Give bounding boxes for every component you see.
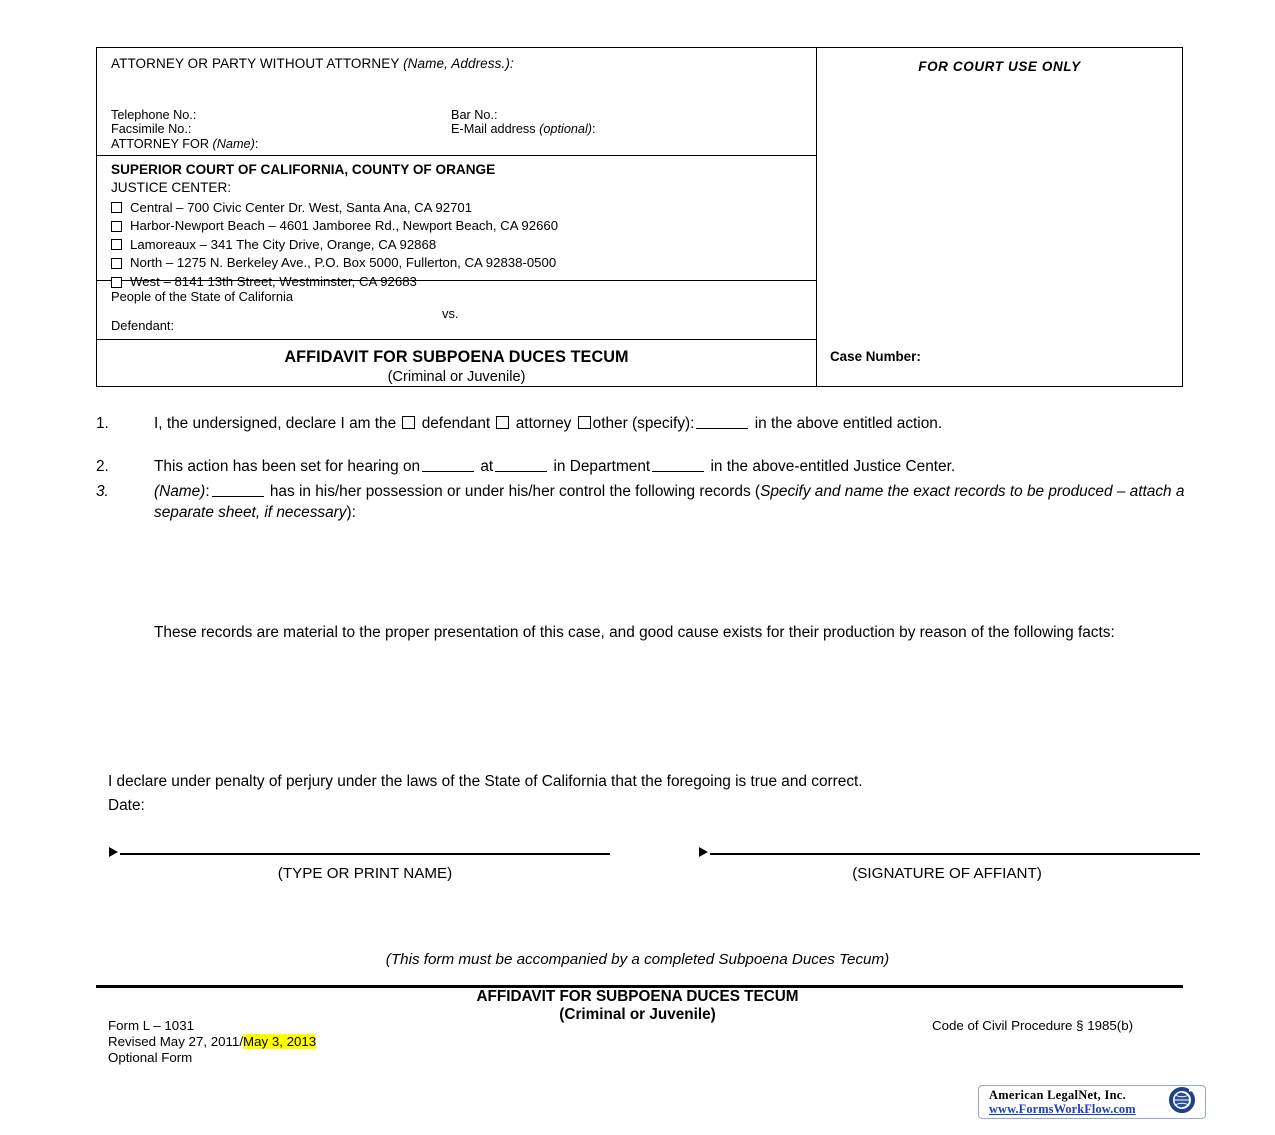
paragraph-1 — [96, 413, 1186, 434]
date-field[interactable] — [165, 793, 465, 813]
justice-center-label-lamoreaux: Lamoreaux – 341 The City Drive, Orange, CA 92868 — [130, 236, 437, 252]
paragraph-3 — [96, 481, 1186, 523]
checkbox-declarant-attorney[interactable] — [496, 416, 509, 429]
justice-center-label-central: Central – 700 Civic Center Dr. West, Santa Ana, CA 92701 — [130, 199, 473, 215]
hearing-date-blank[interactable] — [422, 458, 474, 472]
justice-center-option-harbor[interactable] — [111, 217, 816, 236]
paragraph-3-name-italic: (Name) — [154, 483, 206, 500]
department-blank[interactable] — [652, 458, 704, 472]
court-use-cell-continued — [816, 156, 1182, 281]
paragraph-3-instruction-italic: Specify and name the exact records to be produced – attach a separate sheet, if necessary — [154, 483, 1185, 521]
attorney-cell — [97, 48, 816, 156]
caption-row-court — [97, 156, 1182, 289]
versus-label: vs. — [442, 306, 459, 321]
signature-arrow-affiant-icon — [699, 847, 708, 857]
caption-row-title — [97, 340, 1182, 386]
case-number-label: Case Number: — [830, 349, 921, 364]
justice-center-label-north: North – 1275 N. Berkeley Ave., P.O. Box 5000, Fullerton, CA 92838-0500 — [130, 255, 557, 271]
defendant-label: Defendant: — [111, 318, 175, 333]
accompany-note: (This form must be accompanied by a completed Subpoena Duces Tecum) — [385, 951, 890, 968]
paragraph-1-body: I, the undersigned, declare I am the defendant attorney other (specify): in the above entitled action. — [154, 415, 943, 432]
form-title-cell — [97, 340, 816, 386]
footer-optional-form: Optional Form — [108, 1050, 193, 1066]
caption-row-attorney — [97, 48, 1182, 156]
option-label-attorney: attorney — [515, 415, 572, 432]
logo-url[interactable]: www.FormsWorkFlow.com — [989, 1102, 1136, 1116]
facts-entry-area[interactable] — [154, 670, 1184, 765]
logo-text — [985, 1088, 1167, 1116]
footer-form-number: Form L – 1031 — [108, 1018, 194, 1033]
option-label-defendant: defendant — [421, 415, 491, 432]
paragraph-2 — [96, 456, 1186, 477]
paragraph-3-number: 3. — [96, 483, 109, 500]
other-specify-blank[interactable] — [696, 415, 748, 429]
attorney-for-label: ATTORNEY FOR (Name): — [111, 136, 259, 151]
checkbox-lamoreaux[interactable] — [111, 239, 122, 250]
paragraph-1-number: 1. — [96, 415, 109, 432]
revision-highlight: May 3, 2013 — [243, 1034, 317, 1050]
paragraph-2-body: This action has been set for hearing on at in Department in the above-entitled Justice Center. — [154, 458, 956, 475]
form-subtitle: (Criminal or Juvenile) — [387, 369, 526, 385]
court-use-cell — [816, 48, 1182, 156]
signature-arrow-name-icon — [109, 847, 118, 857]
case-number-cell[interactable] — [816, 340, 1182, 386]
affiant-signature-caption: (SIGNATURE OF AFFIANT) — [852, 865, 1042, 882]
facsimile-label: Facsimile No.: — [111, 122, 192, 136]
footer-title-main: AFFIDAVIT FOR SUBPOENA DUCES TECUM — [476, 988, 799, 1005]
paragraph-3-body: (Name): has in his/her possession or under his/her control the following records (Specify and name the exact records to be produced – attach a separate sheet, if necessary): — [154, 483, 1185, 521]
court-use-cell-continued-2 — [816, 281, 1182, 340]
justice-center-option-lamoreaux[interactable] — [111, 236, 816, 255]
revision-prefix: Revised May 27, 2011/ — [108, 1034, 244, 1050]
date-label: Date: — [108, 797, 145, 814]
logo-company-name: American LegalNet, Inc. — [989, 1088, 1126, 1102]
justice-center-option-north[interactable] — [111, 254, 816, 273]
justice-center-label: JUSTICE CENTER: — [111, 179, 232, 195]
print-name-caption: (TYPE OR PRINT NAME) — [277, 865, 453, 882]
form-title: AFFIDAVIT FOR SUBPOENA DUCES TECUM — [284, 348, 629, 366]
records-holder-name-blank[interactable] — [212, 483, 264, 497]
footer-title-sub: (Criminal or Juvenile) — [559, 1006, 716, 1023]
checkbox-north[interactable] — [111, 258, 122, 269]
american-legalnet-logo[interactable] — [978, 1085, 1206, 1119]
materiality-statement: These records are material to the proper presentation of this case, and good cause exists for their production by reason of the following facts: — [154, 624, 1115, 641]
bar-number-label: Bar No.: — [451, 107, 498, 122]
telephone-label: Telephone No.: — [111, 107, 197, 122]
paragraph-1-tail: in the above entitled action. — [754, 415, 943, 432]
court-title: SUPERIOR COURT OF CALIFORNIA, COUNTY OF ORANGE — [111, 162, 496, 177]
checkbox-central[interactable] — [111, 202, 122, 213]
hearing-time-blank[interactable] — [495, 458, 547, 472]
print-name-line[interactable] — [120, 853, 610, 855]
paragraph-2-number: 2. — [96, 458, 109, 475]
footer-revision-line — [108, 1034, 316, 1050]
plaintiff-name: People of the State of California — [111, 289, 294, 304]
justice-center-option-central[interactable] — [111, 199, 816, 218]
attorney-header: ATTORNEY OR PARTY WITHOUT ATTORNEY (Name, Address.): — [111, 56, 514, 71]
footer-form-meta — [108, 1018, 316, 1067]
checkbox-harbor[interactable] — [111, 221, 122, 232]
caption-row-parties — [97, 281, 1182, 340]
justice-center-label-west: West – 8141 13th Street, Westminster, CA 92683 — [130, 273, 417, 289]
attorney-header-italic: (Name, Address.): — [403, 56, 514, 71]
records-entry-area[interactable] — [154, 525, 1184, 620]
email-label: E-Mail address (optional): — [451, 122, 596, 136]
parties-cell — [97, 281, 816, 340]
checkbox-declarant-other[interactable] — [578, 416, 591, 429]
affiant-signature-line[interactable] — [710, 853, 1200, 855]
footer-code-reference: Code of Civil Procedure § 1985(b) — [932, 1018, 1134, 1033]
perjury-declaration: I declare under penalty of perjury under the laws of the State of California that the foregoing is true and correct. — [108, 773, 863, 790]
court-cell — [97, 156, 816, 289]
globe-icon — [1167, 1086, 1199, 1119]
contact-grid — [111, 108, 801, 152]
checkbox-declarant-defendant[interactable] — [402, 416, 415, 429]
caption-table — [96, 47, 1183, 387]
justice-center-label-harbor: Harbor-Newport Beach – 4601 Jamboree Rd., Newport Beach, CA 92660 — [130, 218, 559, 234]
for-court-use-only-label: FOR COURT USE ONLY — [918, 59, 1081, 74]
option-label-other: other (specify): — [592, 415, 695, 432]
